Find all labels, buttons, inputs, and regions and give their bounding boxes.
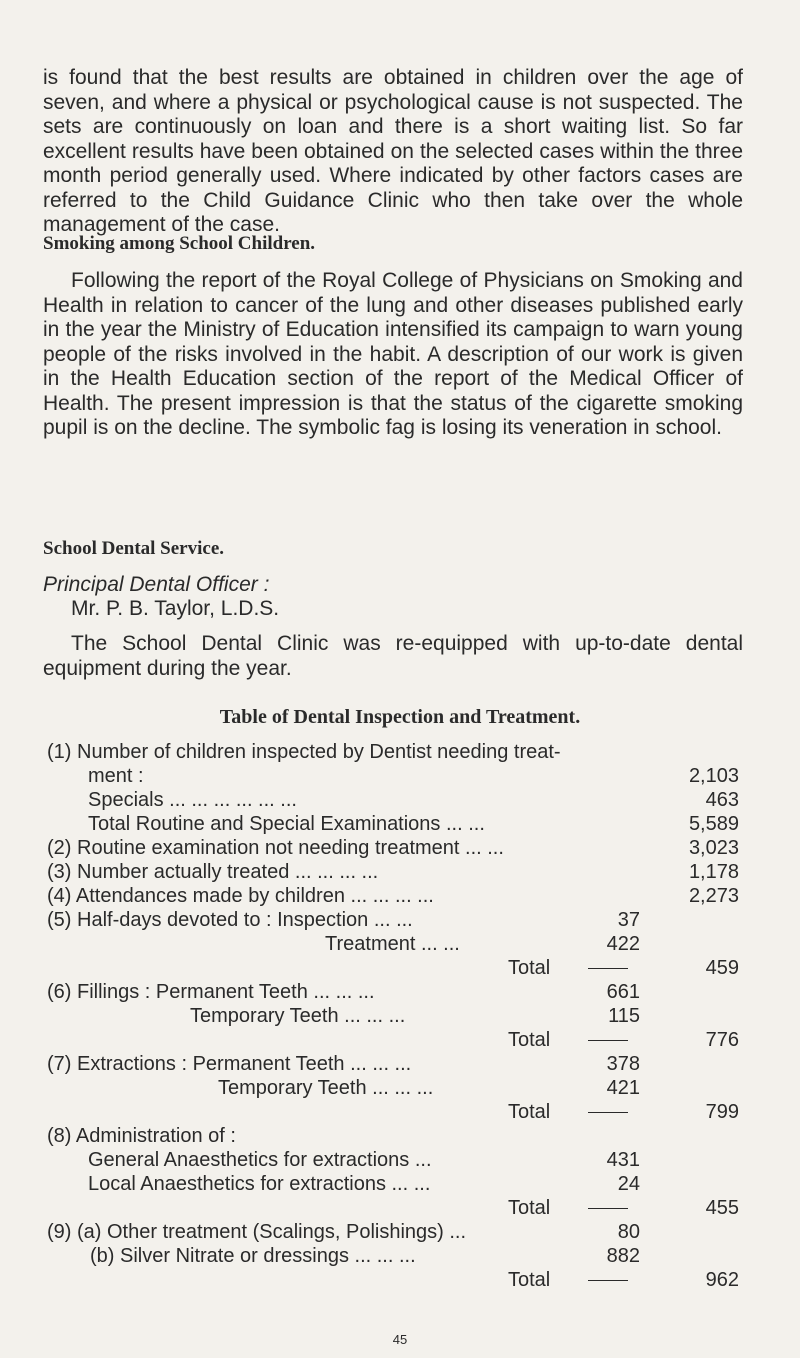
table-row (0, 740, 800, 764)
row-label: (7) Extractions : Permanent Teeth ... ... ... (47, 1053, 412, 1075)
row-label: (b) Silver Nitrate or dressings ... ... ... (90, 1245, 416, 1267)
row-subtotal: 431 (606, 1149, 640, 1171)
smoking-paragraph: Following the report of the Royal College of Physicians on Smoking and Health in relation to cancer of the lung and other diseases published early in the year the Ministry of Education intensified its campaign to warn young people of the risks involved in the habit. A description of our work is given in the Health Education section of the report of the Medical Officer of Health. The present impression is that the status of the cigarette smoking pupil is on the decline. The symbolic fag is losing its veneration in school. (43, 269, 743, 439)
row-subtotal: 661 (606, 981, 640, 1003)
row-label: Total Routine and Special Examinations ... ... (88, 813, 485, 835)
row-total: 459 (705, 957, 739, 979)
row-label: (4) Attendances made by children ... ... ... ... (47, 885, 434, 907)
row-label: Temporary Teeth ... ... ... (190, 1005, 406, 1027)
table-title: Table of Dental Inspection and Treatment. (219, 706, 581, 728)
rule-dash (588, 1268, 638, 1292)
row-subtotal: 421 (606, 1077, 640, 1099)
row-label: General Anaesthetics for extractions ... (88, 1149, 432, 1171)
row-total: 455 (705, 1197, 739, 1219)
row-label: (1) Number of children inspected by Dentist needing treat- (47, 741, 561, 763)
row-label: (3) Number actually treated ... ... ... ... (47, 861, 379, 883)
row-label: Specials ... ... ... ... ... ... (88, 789, 297, 811)
dental-heading: School Dental Service. (43, 538, 225, 559)
row-subtotal: 422 (606, 933, 640, 955)
row-label: Local Anaesthetics for extractions ... ... (88, 1173, 431, 1195)
officer-label: Principal Dental Officer : (43, 573, 270, 596)
rule-dash (588, 1100, 638, 1124)
table-row (0, 1100, 800, 1124)
row-total: 463 (705, 789, 739, 811)
table-row (0, 956, 800, 980)
table-row (0, 1220, 800, 1244)
table-row (0, 1196, 800, 1220)
row-subtotal: 24 (617, 1173, 640, 1195)
row-total: 3,023 (688, 837, 739, 859)
row-label: (5) Half-days devoted to : Inspection ... ... (47, 909, 413, 931)
table-row (0, 812, 800, 836)
table-row (0, 1148, 800, 1172)
table-row (0, 1028, 800, 1052)
row-label: (6) Fillings : Permanent Teeth ... ... ... (47, 981, 375, 1003)
row-total: 1,178 (688, 861, 739, 883)
intro-paragraph: is found that the best results are obtained in children over the age of seven, and where a physical or psychological cause is not suspected. The sets are continuously on loan and there is a short waiting list. So far excellent results have been obtained on the selected cases within the three month period generally used. Where indicated by other factors cases are referred to the Child Guidance Clinic who then take over the whole management of the case. (43, 66, 743, 236)
table-row (0, 1124, 800, 1148)
rule-dash (588, 956, 638, 980)
table-row (0, 764, 800, 788)
table-row (0, 1244, 800, 1268)
table-row (0, 1052, 800, 1076)
row-label: (8) Administration of : (47, 1125, 236, 1147)
table-row (0, 980, 800, 1004)
row-label: Total (508, 1029, 551, 1051)
table-row (0, 788, 800, 812)
table-row (0, 1268, 800, 1292)
row-label: Total (508, 1101, 551, 1123)
table-row (0, 1004, 800, 1028)
rule-dash (588, 1028, 638, 1052)
row-subtotal: 37 (617, 909, 640, 931)
table-row (0, 884, 800, 908)
row-label: Treatment ... ... (325, 933, 460, 955)
smoking-heading: Smoking among School Children. (43, 233, 316, 254)
dental-paragraph: The School Dental Clinic was re-equipped with up-to-date dental equipment during the year. (43, 632, 743, 680)
row-subtotal: 378 (606, 1053, 640, 1075)
row-total: 962 (705, 1269, 739, 1291)
row-total: 776 (705, 1029, 739, 1051)
table-row (0, 1172, 800, 1196)
table-row (0, 1076, 800, 1100)
row-label: Temporary Teeth ... ... ... (218, 1077, 434, 1099)
row-total: 5,589 (688, 813, 739, 835)
page-number: 45 (392, 1332, 408, 1347)
row-subtotal: 882 (606, 1245, 640, 1267)
row-total: 2,273 (688, 885, 739, 907)
row-total: 799 (705, 1101, 739, 1123)
table-row (0, 932, 800, 956)
row-label: (2) Routine examination not needing treatment ... ... (47, 837, 504, 859)
table-row (0, 836, 800, 860)
row-label: Total (508, 1197, 551, 1219)
rule-dash (588, 1196, 638, 1220)
table-row (0, 908, 800, 932)
row-label: (9) (a) Other treatment (Scalings, Polishings) ... (47, 1221, 467, 1243)
row-label: ment : (88, 765, 144, 787)
officer-name: Mr. P. B. Taylor, L.D.S. (71, 597, 280, 620)
row-total: 2,103 (688, 765, 739, 787)
row-label: Total (508, 957, 551, 979)
table-row (0, 860, 800, 884)
row-subtotal: 80 (617, 1221, 640, 1243)
row-subtotal: 115 (608, 1005, 640, 1027)
row-label: Total (508, 1269, 551, 1291)
